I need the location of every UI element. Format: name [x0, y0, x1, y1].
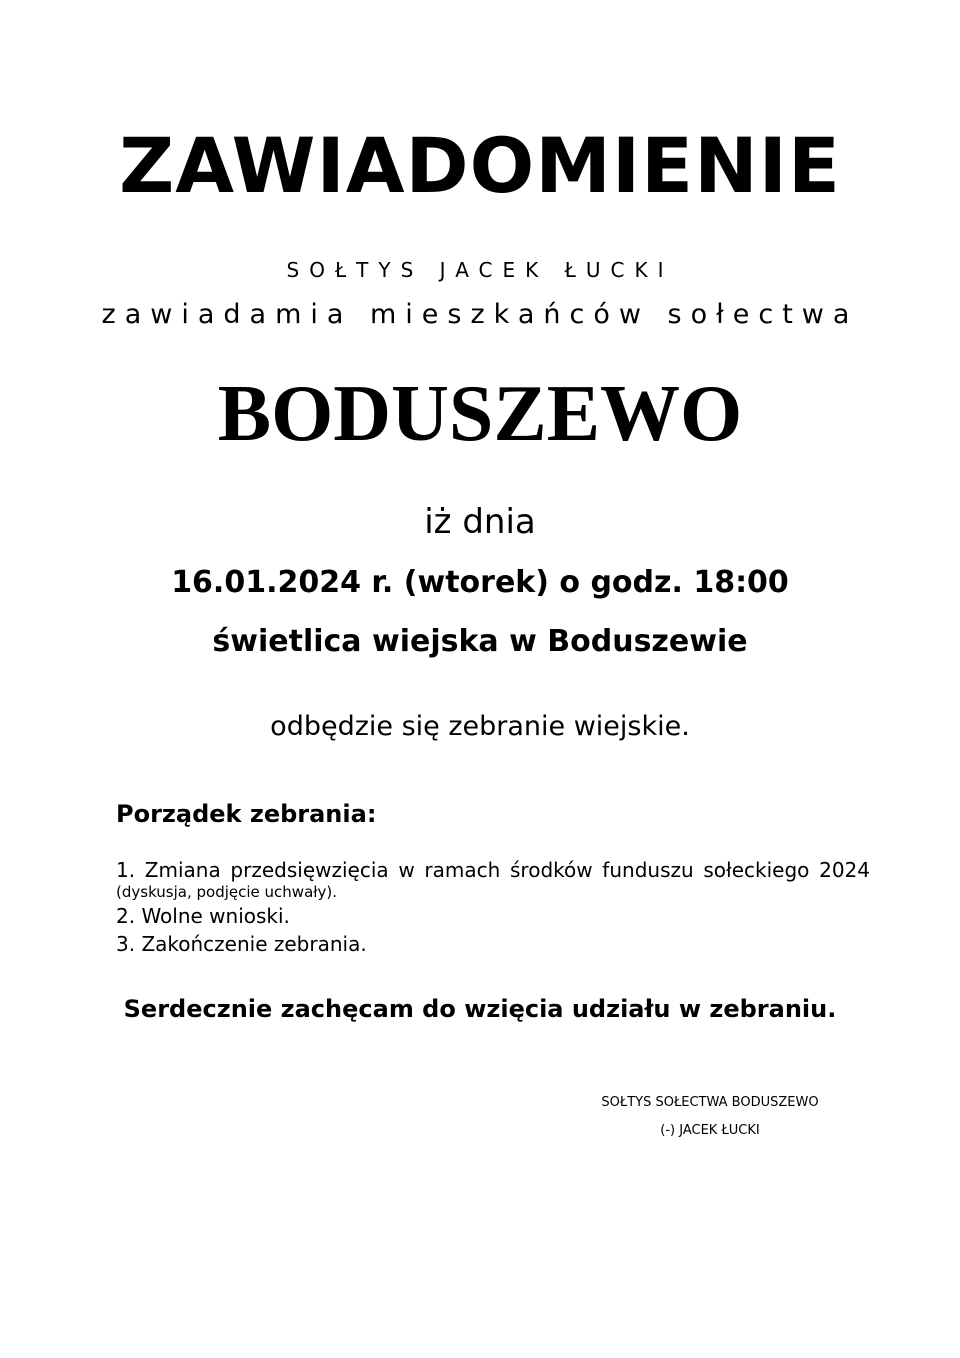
announcer-line: SOŁTYS JACEK ŁUCKI — [286, 258, 674, 282]
agenda-item-3: 3. Zakończenie zebrania. — [116, 932, 367, 956]
agenda-item-1: 1. Zmiana przedsięwzięcia w ramach środków funduszu sołeckiego 2024 — [116, 858, 870, 882]
intro-line: zawiadamia mieszkańców sołectwa — [101, 299, 859, 330]
notice-title: ZAWIADOMIENIE — [119, 121, 841, 210]
signature-title: SOŁTYS SOŁECTWA BODUSZEWO — [601, 1095, 819, 1110]
village-name: BODUSZEWO — [217, 370, 743, 458]
agenda-item-1-note: (dyskusja, podjęcie uchwały). — [116, 883, 338, 901]
meeting-date-time: 16.01.2024 r. (wtorek) o godz. 18:00 — [171, 565, 789, 600]
meeting-statement: odbędzie się zebranie wiejskie. — [270, 711, 690, 742]
signature-block — [560, 1089, 860, 1145]
agenda-heading: Porządek zebrania: — [116, 800, 377, 828]
date-intro: iż dnia — [424, 502, 536, 542]
signature-name: (-) JACEK ŁUCKI — [660, 1123, 760, 1138]
meeting-location: świetlica wiejska w Boduszewie — [212, 624, 748, 659]
agenda-item-2: 2. Wolne wnioski. — [116, 904, 290, 928]
agenda-list — [116, 856, 870, 958]
closing-invitation: Serdecznie zachęcam do wzięcia udziału w zebraniu. — [123, 995, 837, 1023]
